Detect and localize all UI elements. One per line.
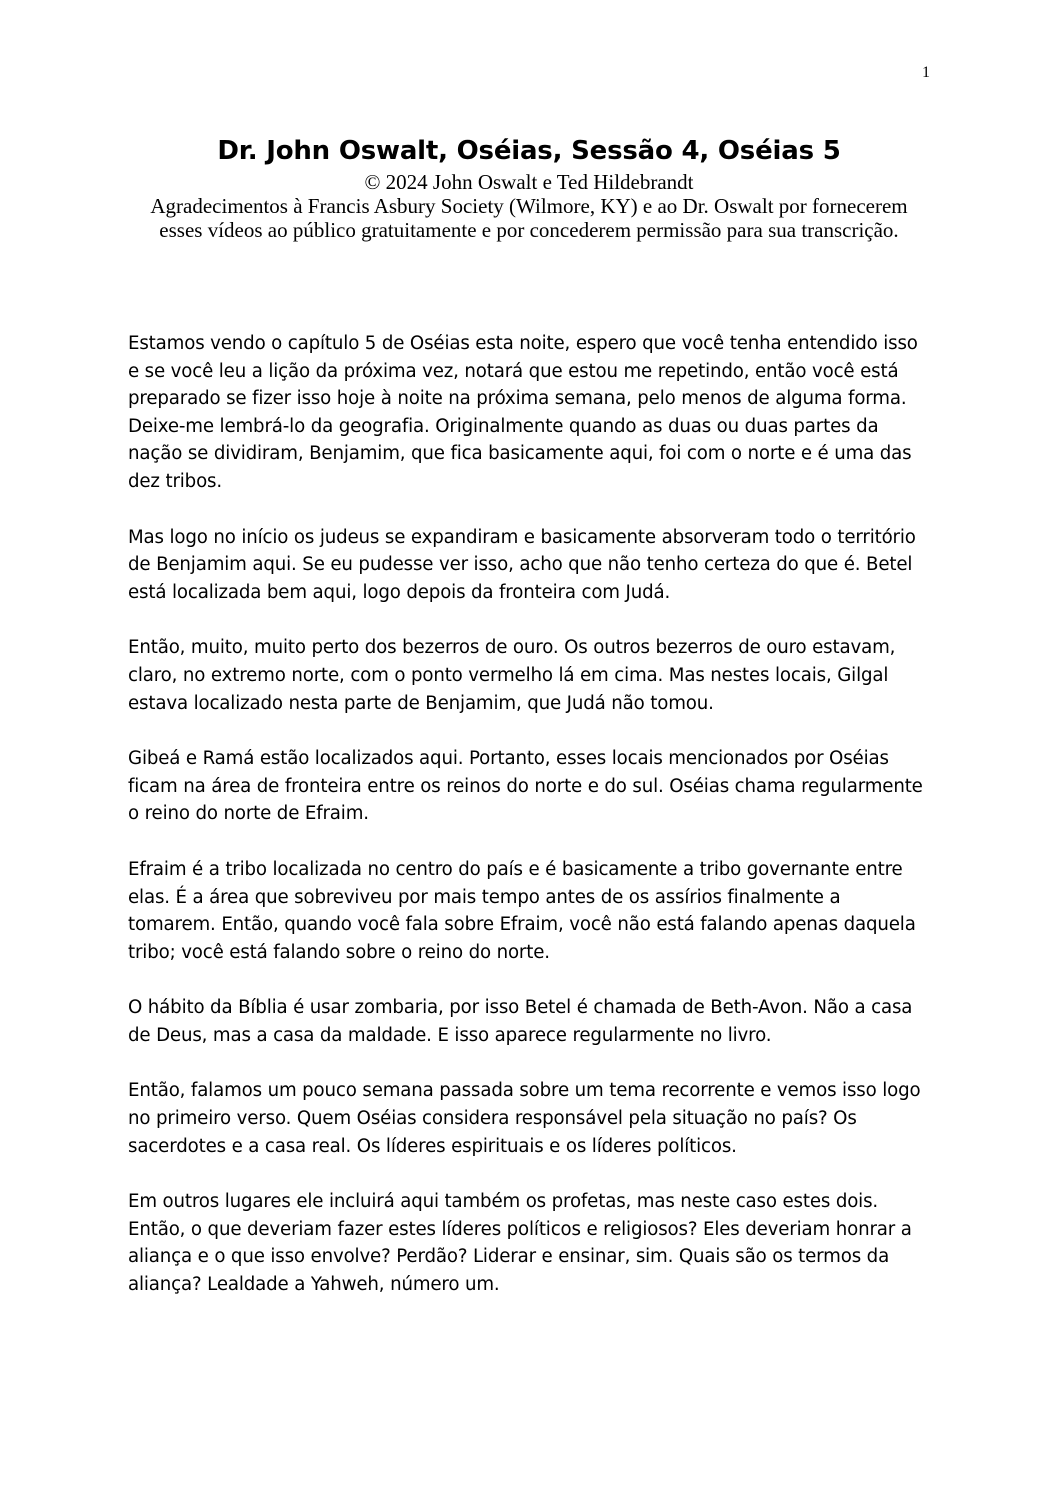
acknowledgement-text: Agradecimentos à Francis Asbury Society (Wilmore, KY) e ao Dr. Oswalt por fornecerem esses vídeos ao público gratuitamente e por concederem permissão para sua transcrição. (150, 194, 908, 242)
paragraph-3: Então, muito, muito perto dos bezerros de ouro. Os outros bezerros de ouro estavam, claro, no extremo norte, com o ponto vermelho lá em cima. Mas nestes locais, Gilgal estava localizado nesta parte de Benjamim, que Judá não tomou. (128, 637, 896, 714)
document-header (128, 132, 930, 242)
paragraph-5: Efraim é a tribo localizada no centro do país e é basicamente a tribo governante entre elas. É a área que sobreviveu por mais tempo antes de os assírios finalmente a tomarem. Então, quando você fala sobre Efraim, você não está falando apenas daquela tribo; você está falando sobre o reino do norte. (128, 858, 916, 963)
paragraph-1: Estamos vendo o capítulo 5 de Oséias esta noite, espero que você tenha entendido isso e se você leu a lição da próxima vez, notará que estou me repetindo, então você está preparado se fizer isso hoje à noite na próxima semana, pelo menos de alguma forma. Deixe-me lembrá-lo da geografia. Originalmente quando as duas ou duas partes da nação se dividiram, Benjamim, que fica basicamente aqui, foi com o norte e é uma das dez tribos. (128, 333, 918, 492)
paragraph-2: Mas logo no início os judeus se expandiram e basicamente absorveram todo o território de Benjamim aqui. Se eu pudesse ver isso, acho que não tenho certeza do que é. Betel está localizada bem aqui, logo depois da fronteira com Judá. (128, 526, 916, 603)
document-title: Dr. John Oswalt, Oséias, Sessão 4, Oséias 5 (217, 136, 841, 166)
page-number: 1 (922, 64, 930, 81)
document-body (128, 330, 930, 1327)
paragraph-8: Em outros lugares ele incluirá aqui também os profetas, mas neste caso estes dois. Então, o que deveriam fazer estes líderes políticos e religiosos? Eles deveriam honrar a aliança e o que isso envolve? Perdão? Liderar e ensinar, sim. Quais são os termos da aliança? Lealdade a Yahweh, número um. (128, 1191, 912, 1296)
paragraph-7: Então, falamos um pouco semana passada sobre um tema recorrente e vemos isso logo no primeiro verso. Quem Oséias considera responsável pela situação no país? Os sacerdotes e a casa real. Os líderes espirituais e os líderes políticos. (128, 1080, 921, 1157)
paragraph-6: O hábito da Bíblia é usar zombaria, por isso Betel é chamada de Beth-Avon. Não a casa de Deus, mas a casa da maldade. E isso aparece regularmente no livro. (128, 997, 913, 1046)
copyright-line: © 2024 John Oswalt e Ted Hildebrandt (364, 170, 694, 194)
paragraph-4: Gibeá e Ramá estão localizados aqui. Portanto, esses locais mencionados por Oséias ficam na área de fronteira entre os reinos do norte e do sul. Oséias chama regularmente o reino do norte de Efraim. (128, 748, 923, 825)
